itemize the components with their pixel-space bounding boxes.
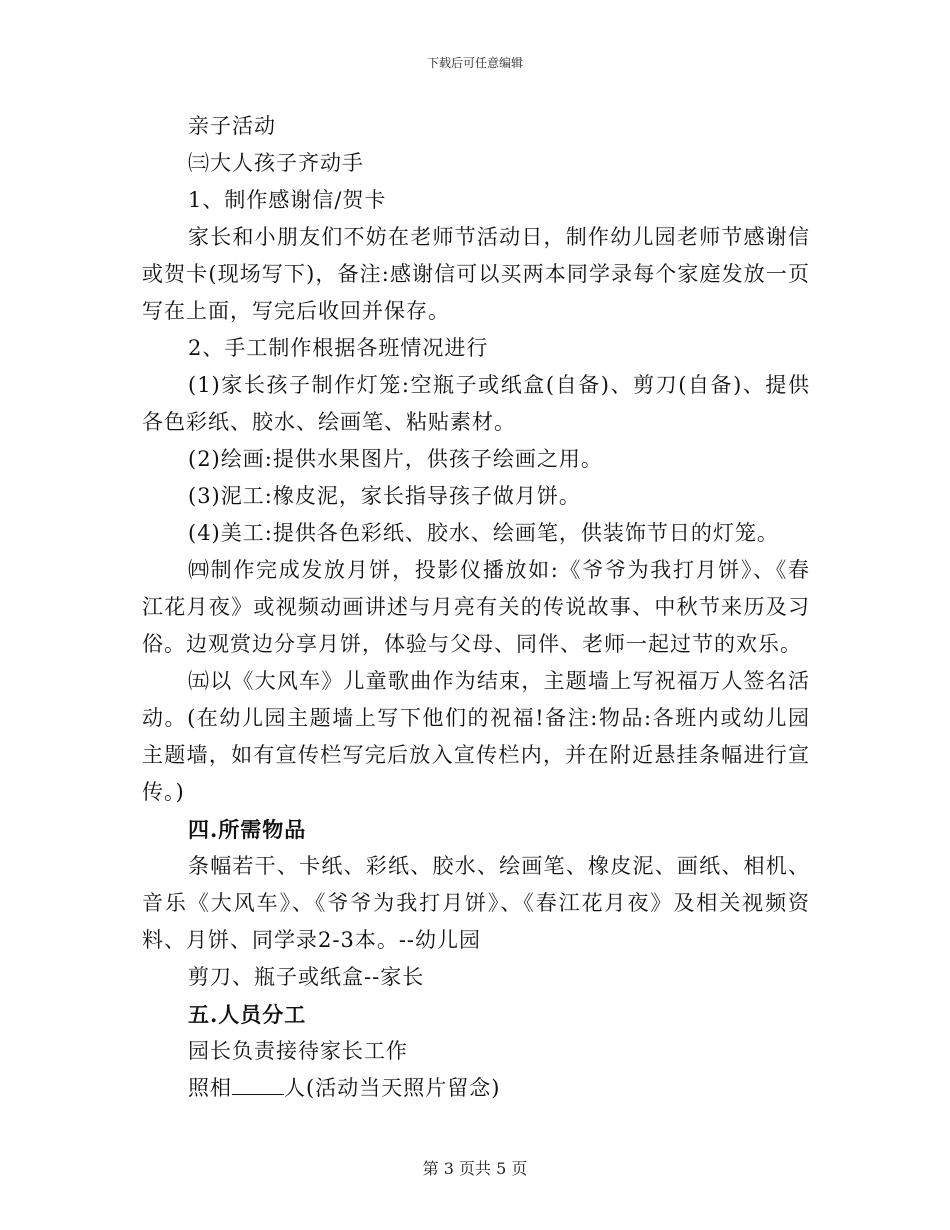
paragraph: ㈣制作完成发放月饼，投影仪播放如:《爷爷为我打月饼》、《春江花月夜》或视频动画讲述与月亮有关的传说故事、中秋节来历及习俗。边观赏边分享月饼，体验与父母、同伴、老师一起过节的欢乐。 bbox=[142, 558, 810, 656]
paragraph: ㈤以《大风车》儿童歌曲作为结束，主题墙上写祝福万人签名活动。(在幼儿园主题墙上写下他们的祝福!备注:物品:各班内或幼儿园主题墙，如有宣传栏写完后放入宣传栏内，并在附近悬挂条幅进行宣传。) bbox=[142, 669, 810, 804]
paragraph: 2、手工制作根据各班情况进行 bbox=[188, 336, 489, 360]
document-body bbox=[142, 108, 810, 1107]
paragraph: 亲子活动 bbox=[188, 114, 276, 138]
page-header: 下载后可任意编辑 bbox=[426, 56, 523, 70]
section-heading: 四.所需物品 bbox=[188, 817, 307, 842]
paragraph: ㈢大人孩子齐动手 bbox=[188, 151, 364, 175]
fill-in-blank bbox=[232, 1074, 284, 1095]
page-footer: 第 3 页共 5 页 bbox=[422, 1159, 528, 1178]
photo-line-suffix: 人(活动当天照片留念) bbox=[284, 1076, 501, 1100]
paragraph: 条幅若干、卡纸、彩纸、胶水、绘画笔、橡皮泥、画纸、相机、音乐《大风车》、《爷爷为我打月饼》、《春江花月夜》及相关视频资料、月饼、同学录2-3本。--幼儿园 bbox=[142, 854, 810, 952]
paragraph: (1)家长孩子制作灯笼:空瓶子或纸盒(自备)、剪刀(自备)、提供各色彩纸、胶水、绘画笔、粘贴素材。 bbox=[142, 373, 810, 434]
paragraph: 家长和小朋友们不妨在老师节活动日，制作幼儿园老师节感谢信或贺卡(现场写下)，备注:感谢信可以买两本同学录每个家庭发放一页写在上面，写完后收回并保存。 bbox=[142, 225, 810, 323]
paragraph: 园长负责接待家长工作 bbox=[188, 1039, 408, 1063]
paragraph: (3)泥工:橡皮泥，家长指导孩子做月饼。 bbox=[188, 484, 581, 508]
paragraph: (4)美工:提供各色彩纸、胶水、绘画笔，供装饰节日的灯笼。 bbox=[188, 521, 779, 545]
section-heading: 五.人员分工 bbox=[188, 1002, 307, 1027]
photo-line bbox=[142, 1070, 810, 1107]
paragraph: (2)绘画:提供水果图片，供孩子绘画之用。 bbox=[188, 447, 603, 471]
photo-line-prefix: 照相 bbox=[188, 1076, 232, 1100]
paragraph: 1、制作感谢信/贺卡 bbox=[188, 188, 387, 212]
paragraph: 剪刀、瓶子或纸盒--家长 bbox=[188, 965, 425, 989]
